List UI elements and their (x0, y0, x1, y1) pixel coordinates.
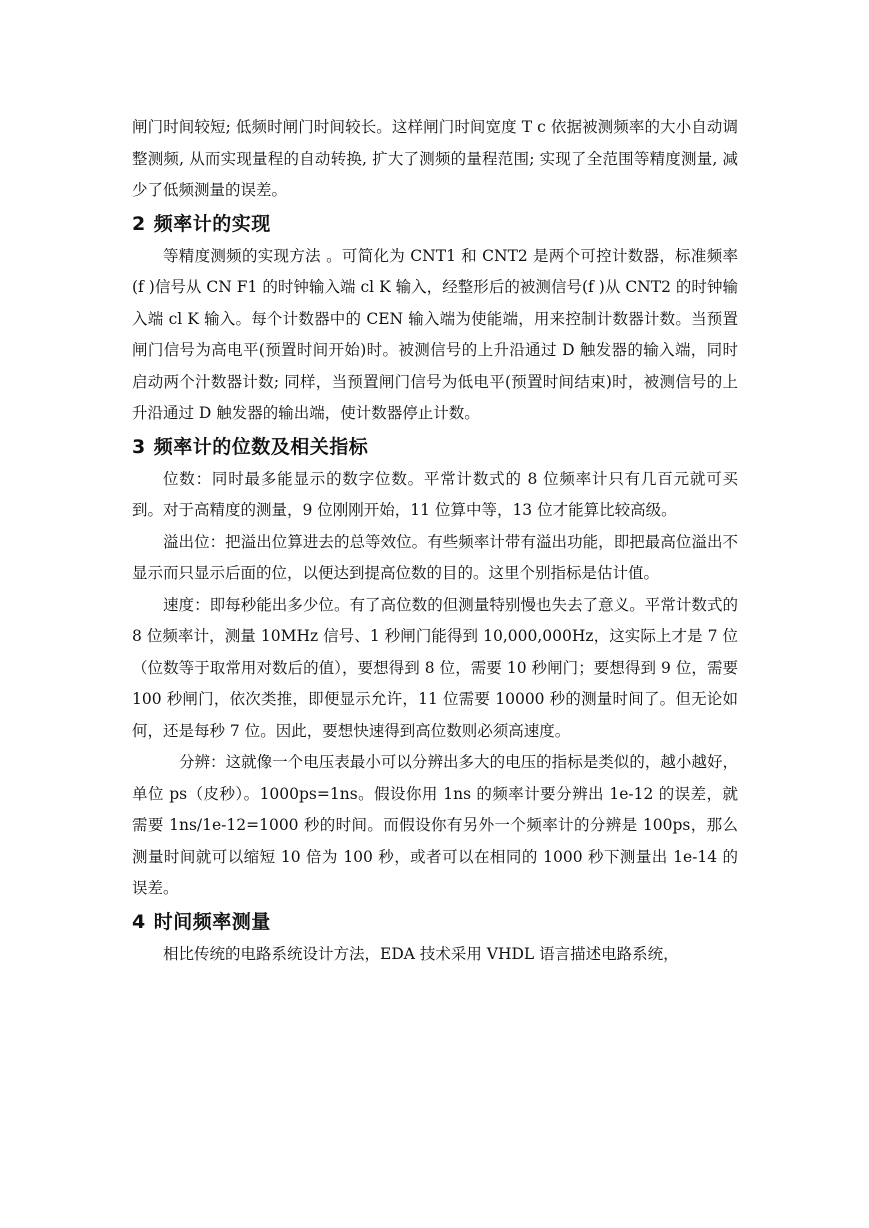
paragraph-gate-time: 闸门时间较短; 低频时闸门时间较长。这样闸门时间宽度 T c 依据被测频率的大小自动调整测频, 从而实现量程的自动转换, 扩大了测频的量程范围; 实现了全范围等精度测量, 减少了低频测量的误差。 (132, 118, 738, 199)
paragraph-resolution: 分辨：这就像一个电压表最小可以分辨出多大的电压的指标是类似的，越小越好，单位 ps（皮秒）。1000ps=1ns。假设你用 1ns 的频率计要分辨出 1e-12 的误差，就需要 1ns/1e-12=1000 秒的时间。而假设你有另外一个频率计的分辨是 100ps，那么测量时间就可以缩短 10 倍为 100 秒，或者可以在相同的 1000 秒下测量出 1e-14 的误差。 (132, 753, 738, 897)
section-title: 频率计的实现 (153, 212, 271, 235)
paragraph-implementation: 等精度测频的实现方法 。可简化为 CNT1 和 CNT2 是两个可控计数器，标准频率(f )信号从 CN F1 的时钟输入端 cl K 输入，经整形后的被测信号(f )从 CNT2 的时钟输入端 cl K 输入。每个计数器中的 CEN 输入端为使能端，用来控制计数器计数。当预置闸门信号为高电平(预置时间开始)时。被测信号的上升沿通过 D 触发器的输入端，同时启动两个汁数器计数; 同样，当预置闸门信号为低电平(预置时间结束)时，被测信号的上升沿通过 D 触发器的输出端，使计数器停止计数。 (132, 246, 738, 422)
section-number: 2 (132, 212, 146, 235)
section-title: 频率计的位数及相关指标 (153, 435, 369, 458)
section-heading-4 (132, 905, 738, 939)
section-number: 4 (132, 910, 146, 933)
section-number: 3 (132, 435, 146, 458)
paragraph-speed: 速度：即每秒能出多少位。有了高位数的但测量特别慢也失去了意义。平常计数式的 8 位频率计，测量 10MHz 信号、1 秒闸门能得到 10,000,000Hz，这实际上才是 7 位（位数等于取常用对数后的值），要想得到 8 位，需要 10 秒闸门；要想得到 9 位，需要 100 秒闸门，依次类推，即便显示允许，11 位需要 10000 秒的测量时间了。但无论如何，还是每秒 7 位。因此，要想快速得到高位数则必须高速度。 (132, 595, 738, 740)
paragraph-digits: 位数：同时最多能显示的数字位数。平常计数式的 8 位频率计只有几百元就可买到。对于高精度的测量，9 位刚刚开始，11 位算中等，13 位才能算比较高级。 (132, 469, 738, 519)
document-page (132, 112, 738, 970)
section-title: 时间频率测量 (153, 910, 271, 933)
section-heading-3 (132, 430, 738, 464)
paragraph-eda: 相比传统的电路系统设计方法，EDA 技术采用 VHDL 语言描述电路系统， (163, 944, 679, 963)
section-heading-2 (132, 207, 738, 241)
paragraph-overflow: 溢出位：把溢出位算进去的总等效位。有些频率计带有溢出功能，即把最高位溢出不显示而只显示后面的位，以便达到提高位数的目的。这里个别指标是估计值。 (132, 532, 738, 582)
